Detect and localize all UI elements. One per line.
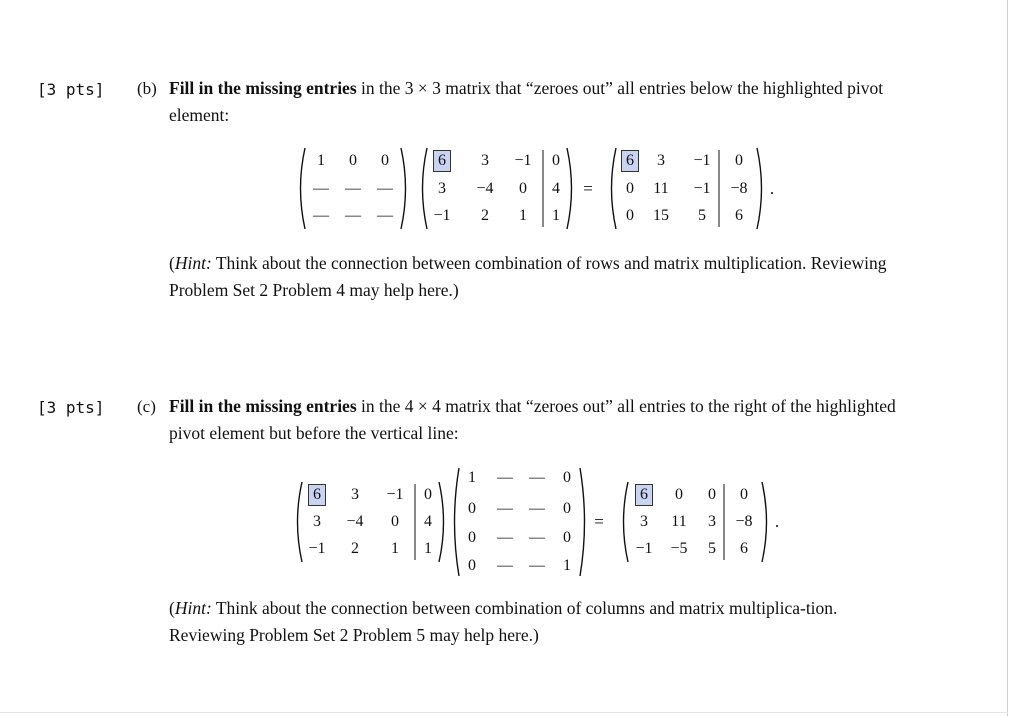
matrix-entry: 0 — [468, 529, 476, 546]
part-c-hint-open: ( — [169, 598, 175, 618]
matrix-entry: 0 — [468, 557, 476, 574]
part-b-hint-open: ( — [169, 253, 175, 273]
matrix-entry: 6 — [740, 540, 748, 557]
blank-entry: — — [529, 529, 545, 546]
matrix-entry: 3 — [657, 152, 665, 169]
matrix-entry: 0 — [349, 152, 357, 169]
matrix-entry: −1 — [635, 540, 653, 557]
matrix-entry: 0 — [391, 513, 399, 530]
period: . — [769, 179, 775, 198]
matrix-entry: 1 — [563, 557, 571, 574]
part-b-hint-text: Think about the connection between combination of rows and matrix multiplication. Reviewing Problem Set 2 Problem 4 may help here.) — [169, 253, 887, 300]
matrix-entry: 3 — [481, 152, 489, 169]
matrix-entry: −1 — [693, 152, 711, 169]
matrix-entry: 3 — [313, 513, 321, 530]
blank-entry: — — [497, 557, 513, 574]
equals-sign: = — [583, 179, 593, 198]
matrix-entry: 0 — [552, 152, 560, 169]
matrix-entry: 0 — [735, 152, 743, 169]
matrix-entry: 4 — [424, 513, 432, 530]
matrix-entry: −1 — [514, 152, 532, 169]
right-paren — [580, 468, 585, 576]
part-c-hint-label: Hint: — [174, 598, 212, 618]
matrix-entry: 5 — [698, 207, 706, 224]
blank-entry: — — [377, 180, 393, 197]
matrix-entry: 2 — [481, 207, 489, 224]
part-b-instruction-bold: Fill in the missing entries — [169, 78, 357, 98]
part-c-label: (c) — [137, 397, 156, 416]
matrix-entry: 3 — [351, 486, 359, 503]
blank-entry: — — [497, 500, 513, 517]
part-b-label: (b) — [137, 79, 157, 98]
matrix-entry: 4 — [552, 180, 560, 197]
matrix-entry: 0 — [626, 180, 634, 197]
period: . — [774, 512, 780, 531]
blank-entry: — — [345, 207, 361, 224]
matrix-entry: 0 — [563, 500, 571, 517]
part-b-hint-label: Hint: — [174, 253, 212, 273]
matrix-entry: 0 — [563, 529, 571, 546]
left-paren — [624, 482, 629, 562]
part-c-hint — [169, 595, 904, 649]
blank-entry: — — [497, 469, 513, 486]
part-c-points: [3 pts] — [37, 398, 105, 417]
matrix-entry: 1 — [552, 207, 560, 224]
equals-sign: = — [594, 512, 604, 531]
matrix-entry: 0 — [708, 486, 716, 503]
matrix-entry: 1 — [391, 540, 399, 557]
matrix-entry: −1 — [308, 540, 326, 557]
matrix-entry: 3 — [640, 513, 648, 530]
matrix-entry: −8 — [735, 513, 753, 530]
matrix-entry: 1 — [317, 152, 325, 169]
blank-entry: — — [497, 529, 513, 546]
matrix-entry: 0 — [381, 152, 389, 169]
matrix-entry: −4 — [346, 513, 364, 530]
matrix-entry: −4 — [476, 180, 494, 197]
matrix-entry: 0 — [468, 500, 476, 517]
matrix-entry: 0 — [626, 207, 634, 224]
matrix-entry: 0 — [519, 180, 527, 197]
part-b-points: [3 pts] — [37, 80, 105, 99]
matrix-entry: −5 — [670, 540, 688, 557]
matrix-entry: 6 — [635, 484, 653, 506]
matrix-entry: 0 — [740, 486, 748, 503]
matrix-entry: −1 — [386, 486, 404, 503]
matrix-entry: 11 — [671, 513, 687, 530]
matrix-entry: 3 — [708, 513, 716, 530]
matrix-entry: −1 — [433, 207, 451, 224]
matrix-entry: 0 — [675, 486, 683, 503]
matrix-entry: 6 — [433, 150, 451, 172]
blank-entry: — — [529, 469, 545, 486]
blank-entry: — — [345, 180, 361, 197]
part-c-hint-text: Think about the connection between combination of columns and matrix multiplica-tion. Reviewing Problem Set 2 Problem 5 may help here.) — [169, 598, 838, 645]
matrix-entry: 1 — [424, 540, 432, 557]
blank-entry: — — [313, 207, 329, 224]
blank-entry: — — [377, 207, 393, 224]
matrix-entry: 11 — [653, 180, 669, 197]
part-c-instruction-text: in the 4 × 4 matrix that “zeroes out” all entries to the right of the highlighted pivot element but before the vertical line: — [169, 396, 896, 443]
matrix-entry: 15 — [653, 207, 669, 224]
right-paren — [439, 482, 444, 562]
matrix-entry: 3 — [438, 180, 446, 197]
right-paren — [762, 482, 767, 562]
blank-entry: — — [313, 180, 329, 197]
matrix-entry: 2 — [351, 540, 359, 557]
left-paren — [298, 482, 303, 562]
matrix-entry: −1 — [693, 180, 711, 197]
matrix-entry: 0 — [424, 486, 432, 503]
matrix-entry: 1 — [519, 207, 527, 224]
matrix-entry: −8 — [730, 180, 748, 197]
matrix-entry: 1 — [468, 469, 476, 486]
matrix-entry: 6 — [735, 207, 743, 224]
matrix-entry: 5 — [708, 540, 716, 557]
part-c-instruction-bold: Fill in the missing entries — [169, 396, 357, 416]
matrix-entry: 0 — [563, 469, 571, 486]
blank-entry: — — [529, 500, 545, 517]
blank-entry: — — [529, 557, 545, 574]
left-paren — [455, 468, 460, 576]
matrix-entry: 6 — [308, 484, 326, 506]
matrix-entry: 6 — [621, 150, 639, 172]
part-b-instruction-text: in the 3 × 3 matrix that “zeroes out” all entries below the highlighted pivot element: — [169, 78, 884, 125]
